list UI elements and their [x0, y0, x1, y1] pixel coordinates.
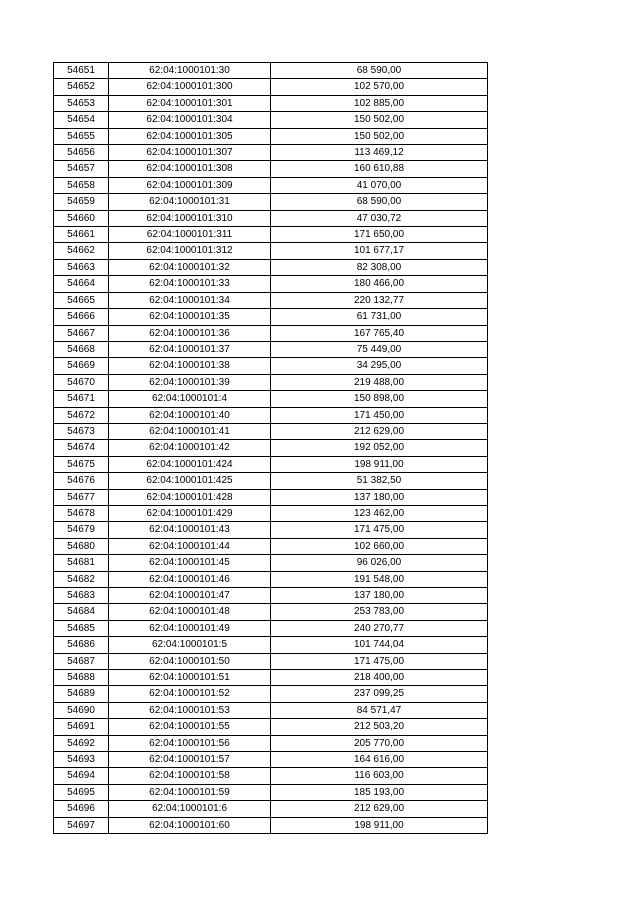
- table-row: [54, 505, 488, 521]
- table-row: [54, 719, 488, 735]
- table-row: [54, 538, 488, 554]
- cadastral-number-cell: 62:04:1000101:36: [109, 325, 271, 341]
- table-row: [54, 161, 488, 177]
- row-number-cell: 54677: [54, 489, 109, 505]
- cadastral-number-cell: 62:04:1000101:38: [109, 358, 271, 374]
- table-row: [54, 374, 488, 390]
- table-row: [54, 407, 488, 423]
- row-number-cell: 54668: [54, 341, 109, 357]
- cadastral-number-cell: 62:04:1000101:52: [109, 686, 271, 702]
- row-number-cell: 54672: [54, 407, 109, 423]
- cadastral-number-cell: 62:04:1000101:300: [109, 79, 271, 95]
- row-number-cell: 54663: [54, 259, 109, 275]
- cadastral-value-cell: 240 270,77: [271, 620, 488, 636]
- table-row: [54, 752, 488, 768]
- row-number-cell: 54667: [54, 325, 109, 341]
- table-body: [54, 63, 488, 834]
- cadastral-value-cell: 171 650,00: [271, 227, 488, 243]
- table-row: [54, 456, 488, 472]
- row-number-cell: 54697: [54, 817, 109, 833]
- cadastral-value-cell: 218 400,00: [271, 670, 488, 686]
- row-number-cell: 54690: [54, 702, 109, 718]
- cadastral-number-cell: 62:04:1000101:309: [109, 177, 271, 193]
- cadastral-number-cell: 62:04:1000101:59: [109, 784, 271, 800]
- table-row: [54, 423, 488, 439]
- cadastral-number-cell: 62:04:1000101:308: [109, 161, 271, 177]
- row-number-cell: 54676: [54, 473, 109, 489]
- cadastral-value-cell: 68 590,00: [271, 194, 488, 210]
- row-number-cell: 54680: [54, 538, 109, 554]
- cadastral-number-cell: 62:04:1000101:40: [109, 407, 271, 423]
- cadastral-number-cell: 62:04:1000101:48: [109, 604, 271, 620]
- cadastral-value-cell: 75 449,00: [271, 341, 488, 357]
- cadastral-value-cell: 102 885,00: [271, 95, 488, 111]
- cadastral-value-cell: 171 475,00: [271, 522, 488, 538]
- table-row: [54, 309, 488, 325]
- cadastral-value-cell: 171 450,00: [271, 407, 488, 423]
- cadastral-number-cell: 62:04:1000101:33: [109, 276, 271, 292]
- cadastral-number-cell: 62:04:1000101:30: [109, 63, 271, 79]
- cadastral-number-cell: 62:04:1000101:43: [109, 522, 271, 538]
- cadastral-number-cell: 62:04:1000101:425: [109, 473, 271, 489]
- row-number-cell: 54659: [54, 194, 109, 210]
- cadastral-value-cell: 47 030,72: [271, 210, 488, 226]
- table-row: [54, 79, 488, 95]
- table-row: [54, 637, 488, 653]
- row-number-cell: 54687: [54, 653, 109, 669]
- row-number-cell: 54684: [54, 604, 109, 620]
- cadastral-value-cell: 180 466,00: [271, 276, 488, 292]
- row-number-cell: 54683: [54, 588, 109, 604]
- table-row: [54, 555, 488, 571]
- row-number-cell: 54682: [54, 571, 109, 587]
- cadastral-number-cell: 62:04:1000101:56: [109, 735, 271, 751]
- row-number-cell: 54655: [54, 128, 109, 144]
- cadastral-number-cell: 62:04:1000101:44: [109, 538, 271, 554]
- cadastral-number-cell: 62:04:1000101:6: [109, 801, 271, 817]
- row-number-cell: 54686: [54, 637, 109, 653]
- cadastral-number-cell: 62:04:1000101:4: [109, 391, 271, 407]
- table-row: [54, 620, 488, 636]
- cadastral-number-cell: 62:04:1000101:42: [109, 440, 271, 456]
- cadastral-number-cell: 62:04:1000101:312: [109, 243, 271, 259]
- cadastral-value-cell: 219 488,00: [271, 374, 488, 390]
- table-row: [54, 276, 488, 292]
- cadastral-value-cell: 150 898,00: [271, 391, 488, 407]
- table-row: [54, 702, 488, 718]
- cadastral-value-cell: 150 502,00: [271, 128, 488, 144]
- row-number-cell: 54678: [54, 505, 109, 521]
- table-row: [54, 177, 488, 193]
- table-row: [54, 801, 488, 817]
- table-row: [54, 522, 488, 538]
- cadastral-value-cell: 68 590,00: [271, 63, 488, 79]
- row-number-cell: 54662: [54, 243, 109, 259]
- row-number-cell: 54679: [54, 522, 109, 538]
- cadastral-value-cell: 82 308,00: [271, 259, 488, 275]
- cadastral-number-cell: 62:04:1000101:53: [109, 702, 271, 718]
- row-number-cell: 54651: [54, 63, 109, 79]
- cadastral-value-cell: 84 571,47: [271, 702, 488, 718]
- cadastral-value-cell: 113 469,12: [271, 145, 488, 161]
- cadastral-number-cell: 62:04:1000101:47: [109, 588, 271, 604]
- row-number-cell: 54654: [54, 112, 109, 128]
- row-number-cell: 54657: [54, 161, 109, 177]
- row-number-cell: 54666: [54, 309, 109, 325]
- cadastral-value-cell: 41 070,00: [271, 177, 488, 193]
- cadastral-value-cell: 192 052,00: [271, 440, 488, 456]
- cadastral-value-cell: 101 677,17: [271, 243, 488, 259]
- cadastral-value-cell: 198 911,00: [271, 456, 488, 472]
- cadastral-value-cell: 102 660,00: [271, 538, 488, 554]
- row-number-cell: 54689: [54, 686, 109, 702]
- cadastral-value-table: [53, 62, 488, 834]
- row-number-cell: 54694: [54, 768, 109, 784]
- cadastral-value-cell: 253 783,00: [271, 604, 488, 620]
- cadastral-number-cell: 62:04:1000101:35: [109, 309, 271, 325]
- cadastral-number-cell: 62:04:1000101:49: [109, 620, 271, 636]
- row-number-cell: 54664: [54, 276, 109, 292]
- cadastral-value-cell: 205 770,00: [271, 735, 488, 751]
- cadastral-number-cell: 62:04:1000101:301: [109, 95, 271, 111]
- cadastral-value-cell: 237 099,25: [271, 686, 488, 702]
- cadastral-value-cell: 191 548,00: [271, 571, 488, 587]
- table-row: [54, 194, 488, 210]
- table-row: [54, 604, 488, 620]
- cadastral-value-cell: 160 610,88: [271, 161, 488, 177]
- table-row: [54, 735, 488, 751]
- cadastral-value-cell: 101 744,04: [271, 637, 488, 653]
- cadastral-value-cell: 137 180,00: [271, 588, 488, 604]
- cadastral-number-cell: 62:04:1000101:51: [109, 670, 271, 686]
- cadastral-value-cell: 185 193,00: [271, 784, 488, 800]
- cadastral-number-cell: 62:04:1000101:5: [109, 637, 271, 653]
- cadastral-number-cell: 62:04:1000101:60: [109, 817, 271, 833]
- cadastral-number-cell: 62:04:1000101:39: [109, 374, 271, 390]
- cadastral-number-cell: 62:04:1000101:31: [109, 194, 271, 210]
- cadastral-value-cell: 102 570,00: [271, 79, 488, 95]
- cadastral-number-cell: 62:04:1000101:429: [109, 505, 271, 521]
- row-number-cell: 54658: [54, 177, 109, 193]
- cadastral-number-cell: 62:04:1000101:311: [109, 227, 271, 243]
- row-number-cell: 54652: [54, 79, 109, 95]
- table-row: [54, 440, 488, 456]
- row-number-cell: 54685: [54, 620, 109, 636]
- cadastral-number-cell: 62:04:1000101:57: [109, 752, 271, 768]
- cadastral-value-cell: 34 295,00: [271, 358, 488, 374]
- cadastral-number-cell: 62:04:1000101:32: [109, 259, 271, 275]
- row-number-cell: 54695: [54, 784, 109, 800]
- cadastral-number-cell: 62:04:1000101:46: [109, 571, 271, 587]
- cadastral-value-cell: 212 629,00: [271, 423, 488, 439]
- table-row: [54, 145, 488, 161]
- table-row: [54, 391, 488, 407]
- cadastral-number-cell: 62:04:1000101:55: [109, 719, 271, 735]
- row-number-cell: 54674: [54, 440, 109, 456]
- cadastral-number-cell: 62:04:1000101:58: [109, 768, 271, 784]
- table-row: [54, 259, 488, 275]
- cadastral-number-cell: 62:04:1000101:428: [109, 489, 271, 505]
- cadastral-number-cell: 62:04:1000101:305: [109, 128, 271, 144]
- table-row: [54, 571, 488, 587]
- table-row: [54, 670, 488, 686]
- row-number-cell: 54693: [54, 752, 109, 768]
- cadastral-value-cell: 137 180,00: [271, 489, 488, 505]
- row-number-cell: 54696: [54, 801, 109, 817]
- cadastral-value-cell: 212 503,20: [271, 719, 488, 735]
- table-row: [54, 358, 488, 374]
- cadastral-number-cell: 62:04:1000101:50: [109, 653, 271, 669]
- cadastral-number-cell: 62:04:1000101:37: [109, 341, 271, 357]
- table-row: [54, 292, 488, 308]
- cadastral-value-cell: 51 382,50: [271, 473, 488, 489]
- row-number-cell: 54675: [54, 456, 109, 472]
- cadastral-value-cell: 167 765,40: [271, 325, 488, 341]
- row-number-cell: 54692: [54, 735, 109, 751]
- table-row: [54, 588, 488, 604]
- row-number-cell: 54665: [54, 292, 109, 308]
- cadastral-number-cell: 62:04:1000101:45: [109, 555, 271, 571]
- row-number-cell: 54653: [54, 95, 109, 111]
- cadastral-number-cell: 62:04:1000101:34: [109, 292, 271, 308]
- table-row: [54, 653, 488, 669]
- table-row: [54, 325, 488, 341]
- cadastral-number-cell: 62:04:1000101:424: [109, 456, 271, 472]
- table-row: [54, 768, 488, 784]
- row-number-cell: 54673: [54, 423, 109, 439]
- cadastral-value-cell: 61 731,00: [271, 309, 488, 325]
- table-row: [54, 95, 488, 111]
- row-number-cell: 54670: [54, 374, 109, 390]
- cadastral-value-cell: 123 462,00: [271, 505, 488, 521]
- cadastral-number-cell: 62:04:1000101:304: [109, 112, 271, 128]
- table-row: [54, 686, 488, 702]
- row-number-cell: 54656: [54, 145, 109, 161]
- cadastral-value-cell: 220 132,77: [271, 292, 488, 308]
- row-number-cell: 54660: [54, 210, 109, 226]
- table-row: [54, 128, 488, 144]
- row-number-cell: 54671: [54, 391, 109, 407]
- cadastral-number-cell: 62:04:1000101:310: [109, 210, 271, 226]
- table-row: [54, 341, 488, 357]
- table-row: [54, 227, 488, 243]
- cadastral-number-cell: 62:04:1000101:41: [109, 423, 271, 439]
- table-row: [54, 817, 488, 833]
- row-number-cell: 54661: [54, 227, 109, 243]
- table-row: [54, 112, 488, 128]
- cadastral-value-cell: 171 475,00: [271, 653, 488, 669]
- row-number-cell: 54688: [54, 670, 109, 686]
- cadastral-value-cell: 164 616,00: [271, 752, 488, 768]
- table-row: [54, 210, 488, 226]
- row-number-cell: 54669: [54, 358, 109, 374]
- table-row: [54, 473, 488, 489]
- row-number-cell: 54691: [54, 719, 109, 735]
- cadastral-value-cell: 150 502,00: [271, 112, 488, 128]
- table-row: [54, 63, 488, 79]
- row-number-cell: 54681: [54, 555, 109, 571]
- cadastral-value-cell: 198 911,00: [271, 817, 488, 833]
- table-row: [54, 489, 488, 505]
- cadastral-value-cell: 212 629,00: [271, 801, 488, 817]
- table-row: [54, 243, 488, 259]
- cadastral-value-cell: 116 603,00: [271, 768, 488, 784]
- cadastral-value-cell: 96 026,00: [271, 555, 488, 571]
- table-row: [54, 784, 488, 800]
- cadastral-number-cell: 62:04:1000101:307: [109, 145, 271, 161]
